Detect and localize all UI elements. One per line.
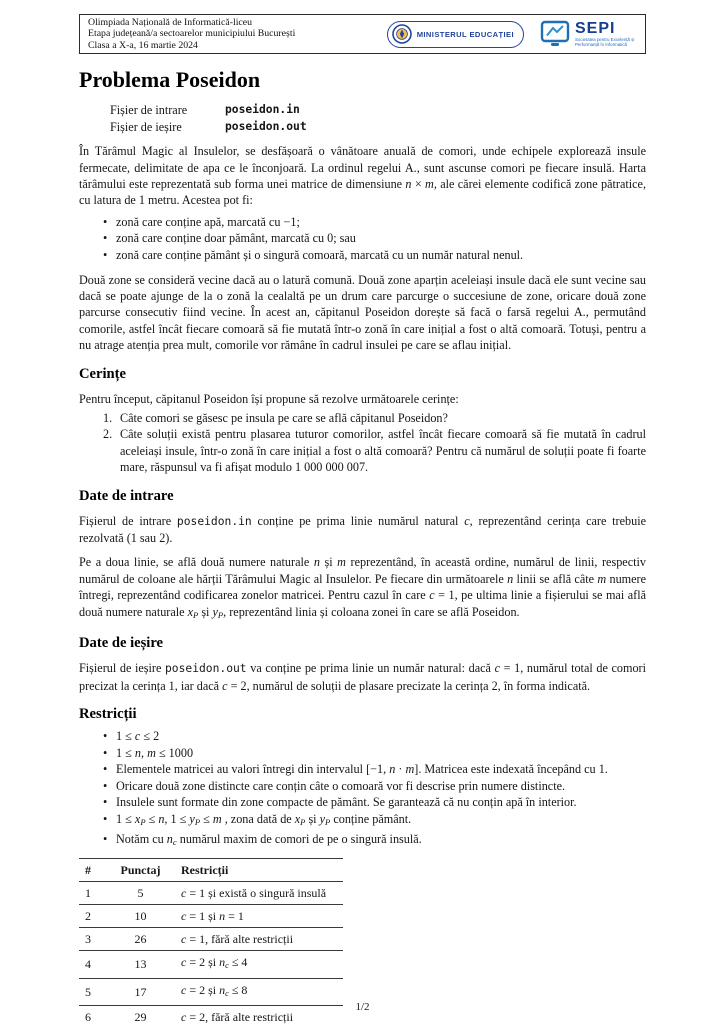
- scoring-table-header-row: [79, 859, 343, 882]
- cell-restriction: c = 1 și n = 1: [175, 905, 343, 928]
- restriction-item-7: • Notăm cu nc numărul maxim de comori de pe o singură insulă.: [103, 831, 646, 851]
- input-file-row: [110, 102, 646, 119]
- cell-points: 26: [109, 928, 175, 951]
- cell-restriction: c = 2, fără alte restricții: [175, 1005, 343, 1024]
- page-number: 1/2: [355, 1001, 370, 1013]
- cell-restriction: c = 2 și nc ≤ 8: [175, 978, 343, 1005]
- input-file-label: Fișier de intrare: [110, 103, 188, 117]
- document-header: [79, 14, 646, 54]
- header-line-stage: Etapa județeană/a sectoarelor municipiului București: [88, 28, 296, 40]
- output-file-name: poseidon.out: [225, 119, 307, 133]
- header-text-block: [88, 17, 295, 52]
- input-paragraph-2: Pe a doua linie, se află două numere naturale n și m reprezentând, în această ordine, numărul de linii, respectiv numărul de coloane ale hărții Tărâmului Magic al Insulelor. Pe fiecare din următoarele n linii se află câte m numere întregi, reprezentând codificarea zonelor matricei. Pentru cazul în care c = 1, pe ultima linie a fișierului se mai află două numere naturale xP și yP, reprezentând linia și coloana zonei în care se află Poseidon.: [79, 555, 647, 620]
- section-heading-output: Date de ieșire: [79, 635, 164, 652]
- cerinte-intro: Pentru început, căpitanul Poseidon își propune să rezolve următoarele cerințe:: [79, 391, 459, 406]
- input-file-name: poseidon.in: [225, 103, 300, 116]
- cell-number: 6: [79, 1005, 109, 1024]
- intro-paragraph-2: Două zone se consideră vecine dacă au o latură comună. Două zone aparțin aceleiași insule dacă ele sunt vecine sau dacă se poate ajunge de la o zonă la cealaltă pe un drum care parcurge o succesiune de zone, oricare două zone parcurse consecutiv fiind vecine. În acest an, căpitanul Poseidon dorește să facă o farsă regelui A., permutând comorile, astfel încât fiecare comoară să fie mutată într-o zonă în care inițial a fost o altă comoară. Totuși, pentru a nu atrage atenția prea mult, comorile vor rămâne în cadrul insulei pe care se aflau inițial.: [79, 272, 646, 353]
- header-line-class-date: Clasa a X-a, 16 martie 2024: [88, 39, 198, 51]
- restriction-item-6: • 1 ≤ xP ≤ n, 1 ≤ yP ≤ m , zona dată de xP și yP conține pământ.: [103, 811, 646, 831]
- cell-restriction: c = 2 și nc ≤ 4: [175, 951, 343, 978]
- column-header-restrictions: Restricții: [175, 859, 343, 882]
- restriction-item-4: • Oricare două zone distincte care conțin câte o comoară vor fi descrise prin numere distincte.: [103, 778, 646, 795]
- cell-restriction: c = 1, fără alte restricții: [175, 928, 343, 951]
- header-logos: [387, 20, 637, 48]
- cell-number: 3: [79, 928, 109, 951]
- sepi-subtitle: Societatea pentru Excelență și Performanță în Informatică: [575, 37, 635, 47]
- sepi-logo-icon: [540, 20, 570, 48]
- sepi-logo: [540, 20, 637, 48]
- ministry-logo: [387, 21, 524, 48]
- output-paragraph-1: Fișierul de ieșire poseidon.out va conține pe prima linie un număr natural: dacă c = 1, numărul total de comori precizat la cerința 1, iar dacă c = 2, numărul de soluții de plasare precizate la cerința 2, în forma indicată.: [79, 661, 646, 693]
- page-title: Problema Poseidon: [79, 67, 261, 92]
- restriction-item-2: • 1 ≤ n, m ≤ 1000: [103, 745, 646, 762]
- list-item-treasure-zone: • zonă care conține pământ și o singură comoară, marcată cu un număr natural nenul.: [103, 247, 646, 264]
- cell-number: 5: [79, 978, 109, 1005]
- intro-paragraph-1: În Tărâmul Magic al Insulelor, se desfășoară o vânătoare anuală de comori, unde echipele explorează insule fermecate, delimitate de apa ce le înconjoară. La ordinul regelui A., sunt ascunse comori pe fiecare insulă. Harta tărâmului este reprezentată sub forma unei matrice de dimensiune n × m, ale cărei elemente codifică zone pătratice, cu latura de 1 metru. Acestea pot fi:: [79, 144, 647, 208]
- ministry-label: MINISTERUL EDUCAȚIEI: [416, 29, 514, 39]
- requirement-item-2: Câte soluții există pentru plasarea tuturor comorilor, astfel încât fiecare comoară să fie mutată în cadrul aceleiași insule, într-o zonă în care inițial a fost o altă comoară? Pentru că numărul de soluții poate fi foarte mare, răspunsul va fi afișat modulo 1 000 000 007.: [120, 427, 646, 475]
- cell-restriction: c = 1 și există o singură insulă: [175, 882, 343, 905]
- input-paragraph-1: Fișierul de intrare poseidon.in conține pe prima linie numărul natural c, reprezentând cerința care trebuie rezolvată (1 sau 2).: [79, 513, 647, 546]
- cell-number: 1: [79, 882, 109, 905]
- restriction-item-5: • Insulele sunt formate din zone compacte de pământ. Se garantează că nu conțin apă în interior.: [103, 794, 646, 811]
- requirement-item-1: Câte comori se găsesc pe insula pe care se află căpitanul Poseidon?: [120, 411, 448, 426]
- requirements-list: [103, 410, 646, 476]
- output-file-row: [110, 119, 646, 136]
- table-row: [79, 905, 343, 928]
- cell-points: 10: [109, 905, 175, 928]
- scoring-table: [79, 858, 343, 1024]
- list-item-water-zone: • zonă care conține apă, marcată cu −1;: [103, 214, 646, 231]
- cell-points: 13: [109, 951, 175, 978]
- cell-points: 29: [109, 1005, 175, 1024]
- table-row: [79, 882, 343, 905]
- column-header-number: #: [79, 859, 109, 882]
- table-row: [79, 951, 343, 978]
- header-line-olympiad: Olimpiada Națională de Informatică-liceu: [88, 16, 253, 28]
- cell-number: 4: [79, 951, 109, 978]
- cell-points: 5: [109, 882, 175, 905]
- cell-points: 17: [109, 978, 175, 1005]
- list-item-land-zone: • zonă care conține doar pământ, marcată cu 0; sau: [103, 230, 646, 247]
- restrictions-list: [103, 728, 646, 850]
- table-row: [79, 928, 343, 951]
- section-heading-cerinte: Cerințe: [79, 365, 127, 382]
- section-heading-restrictions: Restricții: [79, 706, 137, 723]
- restriction-item-3: • Elementele matricei au valori întregi din intervalul [−1, n · m]. Matricea este indexată începând cu 1.: [103, 761, 646, 778]
- restriction-item-1: • 1 ≤ c ≤ 2: [103, 728, 646, 745]
- cell-number: 2: [79, 905, 109, 928]
- output-file-label: Fișier de ieșire: [110, 119, 182, 134]
- column-header-points: Punctaj: [109, 859, 175, 882]
- file-spec-block: [110, 102, 646, 135]
- section-heading-input: Date de intrare: [79, 487, 174, 504]
- sepi-name: SEPI: [575, 20, 616, 37]
- zone-types-list: [103, 214, 646, 264]
- sepi-text-block: [575, 21, 637, 47]
- ministry-emblem-icon: [392, 24, 412, 44]
